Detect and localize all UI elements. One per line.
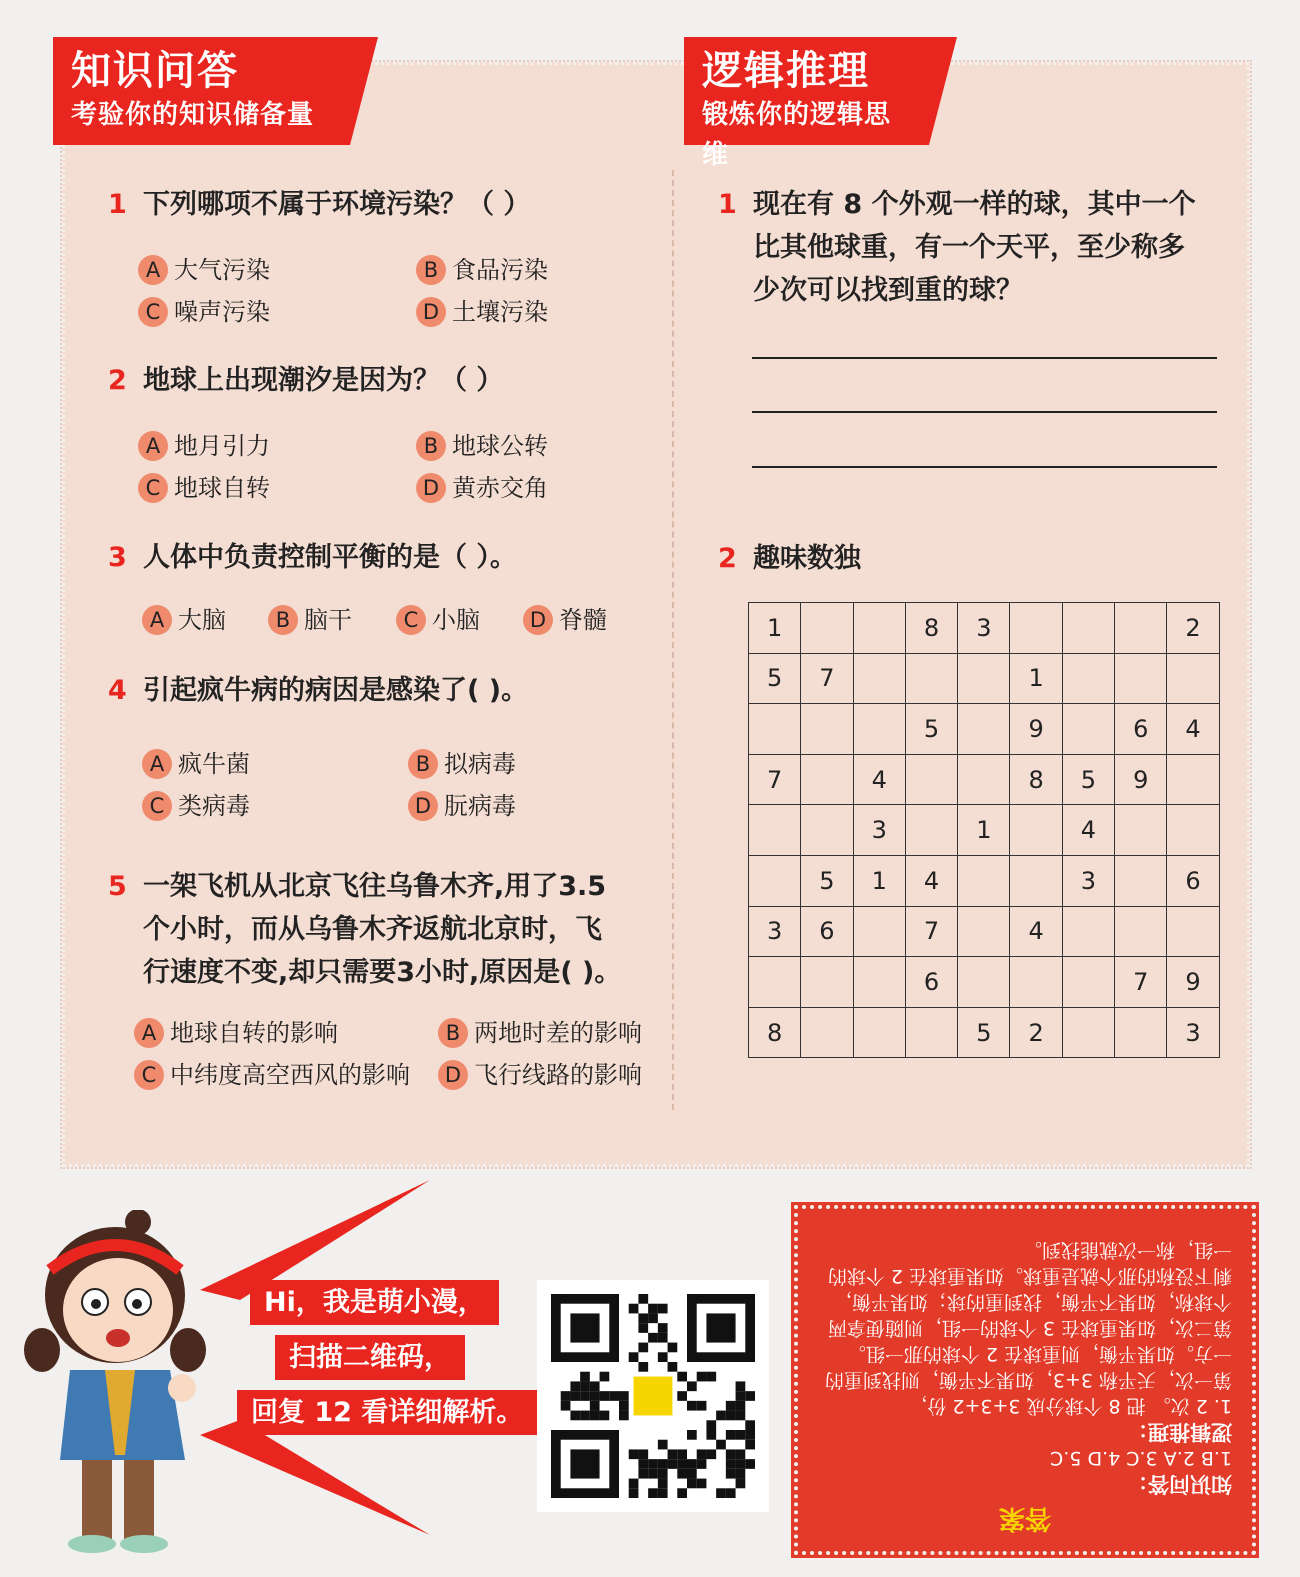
sudoku-cell[interactable] [1010, 603, 1062, 654]
logic-question-2 [718, 538, 1118, 580]
sudoku-cell: 4 [1062, 805, 1114, 856]
question-text: 地球上出现潮汐是因为？（ ） [143, 365, 504, 396]
sudoku-cell[interactable] [801, 957, 853, 1008]
question-3 [108, 537, 648, 579]
section-title: 知识问答 [71, 48, 239, 94]
option-c[interactable]: C 地球自转 [138, 472, 270, 504]
sudoku-cell: 9 [1167, 957, 1219, 1008]
sudoku-cell[interactable] [749, 704, 801, 755]
sudoku-cell[interactable] [801, 805, 853, 856]
sudoku-cell: 3 [749, 906, 801, 957]
sudoku-cell[interactable] [1062, 1007, 1114, 1058]
sudoku-cell[interactable] [1062, 603, 1114, 654]
sudoku-cell[interactable] [749, 805, 801, 856]
answer-logic-line: 一方。如果平衡，则重球在 2 个球的那一组。 [846, 1343, 1232, 1365]
sudoku-cell[interactable] [1062, 906, 1114, 957]
answer-logic-line: 剩下没称的那个就是重球。如果重球在 2 个球的 [827, 1265, 1232, 1287]
option-c[interactable]: C 中纬度高空西风的影响 [134, 1059, 410, 1091]
sudoku-cell: 6 [801, 906, 853, 957]
sudoku-cell[interactable] [853, 704, 905, 755]
option-d[interactable]: D 朊病毒 [408, 790, 516, 822]
option-d[interactable]: D 土壤污染 [416, 296, 548, 328]
question-text-line: 个小时，而从乌鲁木齐返航北京时，飞 [143, 914, 602, 945]
answer-line[interactable] [752, 411, 1217, 413]
sudoku-cell[interactable] [958, 704, 1010, 755]
sudoku-cell: 4 [853, 754, 905, 805]
sudoku-cell[interactable] [749, 855, 801, 906]
section-title: 逻辑推理 [702, 48, 870, 94]
sudoku-row [749, 603, 1220, 654]
question-1 [108, 184, 648, 226]
answer-logic-line: 第一次，天平称 3+3，如果不平衡，则找到重的 [824, 1369, 1232, 1391]
option-c[interactable]: C 类病毒 [142, 790, 250, 822]
sudoku-cell[interactable] [853, 957, 905, 1008]
question-number: 4 [108, 675, 127, 706]
option-d[interactable]: D 飞行线路的影响 [438, 1059, 642, 1091]
sudoku-cell: 7 [749, 754, 801, 805]
sudoku-cell[interactable] [1167, 906, 1219, 957]
option-a[interactable]: A 疯牛菌 [142, 748, 250, 780]
logic-section-tag [684, 37, 929, 170]
section-subtitle: 考验你的知识储备量 [71, 100, 315, 130]
option-b[interactable]: B 食品污染 [416, 254, 548, 286]
sudoku-cell[interactable] [905, 805, 957, 856]
column-divider [672, 170, 674, 1110]
sudoku-cell: 2 [1010, 1007, 1062, 1058]
knowledge-section-tag [53, 37, 350, 145]
question-4 [108, 670, 648, 712]
sudoku-cell[interactable] [749, 957, 801, 1008]
sudoku-cell[interactable] [958, 653, 1010, 704]
sudoku-cell[interactable] [1010, 805, 1062, 856]
sudoku-cell: 3 [853, 805, 905, 856]
sudoku-cell[interactable] [1062, 957, 1114, 1008]
sudoku-cell[interactable] [958, 855, 1010, 906]
question-text-line: 少次可以找到重的球？ [753, 275, 1023, 306]
question-text: 人体中负责控制平衡的是（ ）。 [143, 542, 517, 573]
sudoku-cell[interactable] [1115, 906, 1167, 957]
sudoku-cell[interactable] [1115, 855, 1167, 906]
sudoku-cell[interactable] [853, 603, 905, 654]
option-d[interactable]: D 黄赤交角 [416, 472, 548, 504]
sudoku-row [749, 906, 1220, 957]
sudoku-cell: 3 [1167, 1007, 1219, 1058]
option-b[interactable]: B 脑干 [268, 604, 352, 636]
sudoku-cell: 6 [1167, 855, 1219, 906]
sudoku-cell: 7 [1115, 957, 1167, 1008]
sudoku-row [749, 805, 1220, 856]
option-a[interactable]: A 地月引力 [138, 430, 270, 462]
sudoku-cell[interactable] [958, 906, 1010, 957]
option-d[interactable]: D 脊髓 [523, 604, 607, 636]
answer-content-upside-down [818, 1229, 1232, 1531]
sudoku-cell: 5 [801, 855, 853, 906]
qr-code-icon [551, 1294, 755, 1498]
sudoku-cell: 8 [905, 603, 957, 654]
question-number: 5 [108, 871, 127, 902]
question-text-line: 行速度不变,却只需要3小时,原因是( )。 [143, 957, 622, 988]
section-subtitle: 锻炼你的逻辑思维 [702, 100, 892, 170]
sudoku-cell[interactable] [1062, 704, 1114, 755]
sudoku-cell: 4 [1010, 906, 1062, 957]
option-a[interactable]: A 地球自转的影响 [134, 1017, 338, 1049]
sudoku-cell[interactable] [1167, 653, 1219, 704]
sudoku-cell[interactable] [801, 704, 853, 755]
sudoku-row [749, 754, 1220, 805]
sudoku-cell: 2 [1167, 603, 1219, 654]
sudoku-cell[interactable] [1010, 957, 1062, 1008]
answer-knowledge-values: 1.B 2.A 3.C 4.D 5.C [1050, 1447, 1232, 1469]
sudoku-cell: 5 [1062, 754, 1114, 805]
sudoku-grid [748, 602, 1220, 1058]
sudoku-cell: 5 [958, 1007, 1010, 1058]
sudoku-cell: 1 [749, 603, 801, 654]
question-text: 引起疯牛病的病因是感染了( )。 [143, 675, 529, 706]
sudoku-row [749, 957, 1220, 1008]
option-c[interactable]: C 噪声污染 [138, 296, 270, 328]
bubble-line-3: 回复 12 看详细解析。 [237, 1390, 537, 1435]
sudoku-cell: 1 [853, 855, 905, 906]
answer-logic-line: 个球称，如果不平衡，找到重的球；如果平衡， [832, 1291, 1232, 1313]
sudoku-cell: 5 [905, 704, 957, 755]
sudoku-cell: 8 [749, 1007, 801, 1058]
sudoku-cell[interactable] [853, 653, 905, 704]
sudoku-cell: 1 [1010, 653, 1062, 704]
sudoku-cell: 8 [1010, 754, 1062, 805]
sudoku-cell[interactable] [1115, 603, 1167, 654]
answer-box [794, 1205, 1256, 1555]
sudoku-row [749, 855, 1220, 906]
sudoku-cell[interactable] [801, 603, 853, 654]
question-text-line: 比其他球重，有一个天平，至少称多 [753, 232, 1185, 263]
sudoku-cell[interactable] [801, 754, 853, 805]
sudoku-cell: 6 [1115, 704, 1167, 755]
question-number: 2 [718, 543, 737, 574]
sudoku-cell: 4 [905, 855, 957, 906]
question-text-line: 现在有 8 个外观一样的球，其中一个 [753, 189, 1196, 220]
answer-logic-line: 一组，称一次就能找到。 [1022, 1239, 1232, 1261]
answer-line[interactable] [752, 466, 1217, 468]
answer-line[interactable] [752, 357, 1217, 359]
question-text-line: 一架飞机从北京飞往乌鲁木齐,用了3.5 [143, 871, 607, 902]
sudoku-cell[interactable] [1062, 653, 1114, 704]
logic-question-1 [718, 184, 1238, 314]
option-b[interactable]: B 两地时差的影响 [438, 1017, 642, 1049]
sudoku-cell[interactable] [853, 906, 905, 957]
sudoku-cell[interactable] [1010, 855, 1062, 906]
sudoku-cell[interactable] [905, 754, 957, 805]
answer-logic-title: 逻辑推理： [1127, 1420, 1232, 1444]
sudoku-cell[interactable] [853, 1007, 905, 1058]
option-a[interactable]: A 大气污染 [138, 254, 270, 286]
sudoku-cell: 4 [1167, 704, 1219, 755]
sudoku-cell: 6 [905, 957, 957, 1008]
sudoku-cell[interactable] [905, 1007, 957, 1058]
sudoku-cell[interactable] [801, 1007, 853, 1058]
question-number: 3 [108, 542, 127, 573]
sudoku-cell: 9 [1010, 704, 1062, 755]
question-text: 下列哪项不属于环境污染？（ ） [143, 189, 531, 220]
sudoku-row [749, 1007, 1220, 1058]
option-c[interactable]: C 小脑 [396, 604, 480, 636]
sudoku-cell: 3 [958, 603, 1010, 654]
sudoku-cell: 9 [1115, 754, 1167, 805]
sudoku-cell[interactable] [1115, 1007, 1167, 1058]
sudoku-cell[interactable] [958, 957, 1010, 1008]
sudoku-row [749, 704, 1220, 755]
answer-heading: 答案 [999, 1503, 1052, 1533]
bubble-line-2: 扫描二维码， [275, 1335, 465, 1380]
question-number: 1 [718, 189, 737, 220]
sudoku-cell: 7 [905, 906, 957, 957]
answer-knowledge-title: 知识问答： [1127, 1472, 1232, 1496]
bubble-line-1: Hi，我是萌小漫， [250, 1280, 499, 1325]
sudoku-cell: 5 [749, 653, 801, 704]
sudoku-cell[interactable] [905, 653, 957, 704]
question-2 [108, 360, 648, 402]
question-number: 2 [108, 365, 127, 396]
option-a[interactable]: A 大脑 [142, 604, 226, 636]
answer-logic-line: 1. 2 次。 把 8 个球分成 3+3+2 份， [908, 1395, 1232, 1417]
sudoku-cell[interactable] [1115, 805, 1167, 856]
answer-logic-line: 第二次，如果重球在 3 个球的一组，则随便拿两 [827, 1317, 1232, 1339]
sudoku-cell: 3 [1062, 855, 1114, 906]
sudoku-cell[interactable] [1167, 754, 1219, 805]
cartoon-girl-illustration [20, 1210, 220, 1560]
question-5 [108, 866, 668, 996]
qr-code[interactable] [537, 1280, 769, 1512]
option-b[interactable]: B 地球公转 [416, 430, 548, 462]
question-text: 趣味数独 [753, 543, 861, 574]
sudoku-cell[interactable] [1167, 805, 1219, 856]
sudoku-row [749, 653, 1220, 704]
sudoku-cell[interactable] [958, 754, 1010, 805]
question-number: 1 [108, 189, 127, 220]
sudoku-cell: 1 [958, 805, 1010, 856]
option-b[interactable]: B 拟病毒 [408, 748, 516, 780]
sudoku-cell[interactable] [1115, 653, 1167, 704]
sudoku-cell: 7 [801, 653, 853, 704]
